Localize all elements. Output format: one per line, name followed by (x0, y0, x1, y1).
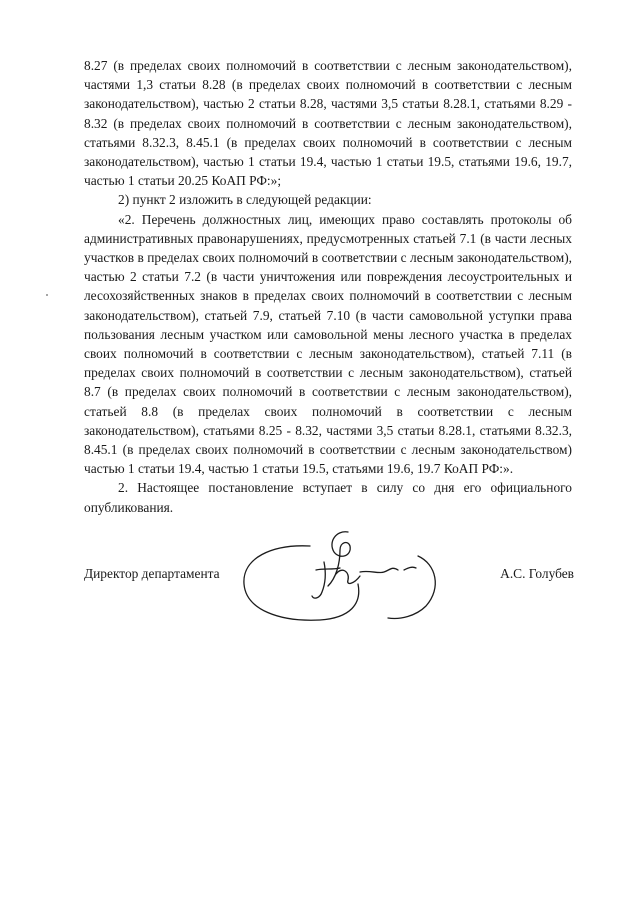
signatory-title: Директор департамента (84, 566, 220, 581)
margin-speck (46, 294, 48, 296)
paragraph-effective-date: 2. Настоящее постановление вступает в силу со дня его официального опубликования. (84, 480, 572, 515)
document-body (84, 56, 572, 517)
paragraph-item-2: 2) пункт 2 изложить в следующей редакции: (118, 192, 372, 208)
handwritten-signature (232, 526, 452, 636)
signatory-name: А.С. Голубев (500, 566, 574, 581)
paragraph-continuation: 8.27 (в пределах своих полномочий в соответствии с лесным законодательством), частями 1,3 статьи 8.28 (в пределах своих полномочий в соответствии с лесным законодательством), частью 2 статьи 8.28, частями 3,5 статьи 8.28.1, статьями 8.29 - 8.32 (в пределах своих полномочий в соответствии с лесным законодательством), статьями 8.32.3, 8.45.1 (в пределах своих полномочий в соответствии с лесным законодательством), частью 1 статьи 19.4, частью 1 статьи 19.5, статьями 19.6, 19.7, частью 1 статьи 20.25 КоАП РФ:»; (84, 58, 572, 189)
paragraph-new-wording: «2. Перечень должностных лиц, имеющих право составлять протоколы об административных правонарушениях, предусмотренных статьей 7.1 (в части лесных участков в пределах своих полномочий в соответствии с лесным законодательством), частью 2 статьи 7.2 (в части уничтожения или повреждения лесоустроительных и лесохозяйственных знаков в пределах своих полномочий в соответствии с лесным законодательством), статьей 7.9, статьей 7.10 (в части самовольной уступки права пользования лесным участком или самовольной мены лесного участка в пределах своих полномочий в соответствии с лесным законодательством), статьей 7.11 (в пределах своих полномочий в соответствии с лесным законодательством), статьей 8.7 (в пределах своих полномочий в соответствии с лесным законодательством), статьей 8.8 (в пределах своих полномочий в соответствии с лесным законодательством), статьями 8.25 - 8.32, частями 3,5 статьи 8.28.1, статьями 8.32.3, 8.45.1 (в пределах своих полномочий в соответствии с лесным законодательством) частью 1 статьи 19.4, частью 1 статьи 19.5, статьями 19.6, 19.7 КоАП РФ:». (84, 211, 572, 477)
